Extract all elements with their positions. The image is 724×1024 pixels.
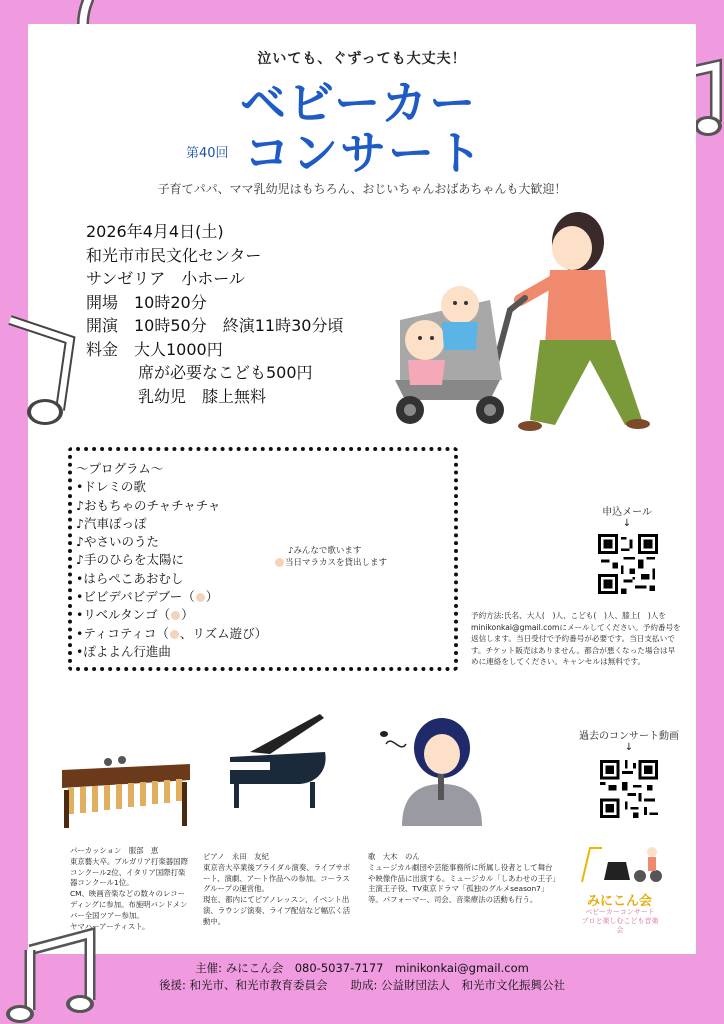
program-item: ♪やさいのうた <box>76 534 159 550</box>
edition-number: 第40回 <box>186 146 229 161</box>
maraca-note <box>274 557 387 569</box>
apply-email-label-text: 申込メール <box>602 507 652 518</box>
arrow-down-icon: ↓ <box>624 742 634 753</box>
minikonkai-logo-illustration <box>578 842 668 888</box>
program-item: ♪汽車ぽっぽ <box>76 515 147 531</box>
grand-piano-illustration <box>220 712 330 812</box>
fee-adult: 料金 大人1000円 <box>86 339 223 359</box>
performer-bio-piano: ピアノ 永田 友紀 東京音大卒業後ブライダル演奏、ライブサポート、演劇、アート作品への参加。コーラスグループの運営他。 現在、都内にてピアノレッスン、イベント出演、ラウンジ演奏、ライブ配信など幅広く活動中。 <box>203 852 351 926</box>
singer-illustration <box>378 712 488 827</box>
tagline: 泣いても、ぐずっても大丈夫！ <box>257 51 467 67</box>
program-heading: ～プログラム～ <box>76 461 164 476</box>
subtitle: 子育てパパ、ママ乳幼児はもちろん、おじいちゃんおばあちゃんも大歓迎！ <box>157 182 567 196</box>
program-item-suffix: ） <box>205 589 219 605</box>
maraca-icon <box>275 558 284 567</box>
performer-bio-percussion: パーカッション 服部 恵 東京藝大卒。ブルガリア打楽器国際コンクール2位、イタリア国際打楽器コンクール1位。 CM、映画音楽などの数々のレコーディングに参加。布施明バンドメンバー全国ツアー参加。 ヤマハーアーティスト。 <box>70 846 188 931</box>
title-line2: コンサート <box>244 126 484 180</box>
sing-along-note: ♪みんなで歌います <box>288 546 362 556</box>
program-note <box>274 545 387 569</box>
logo-subtitle-line2: プロと楽しむこども音楽会 <box>581 917 659 934</box>
program-item: ♪おもちゃのチャチャチャ <box>76 497 221 513</box>
maraca-note-text: 当日マラカスを貸出します <box>285 558 388 568</box>
reservation-instructions: 予約方法:氏名、大人( )人、こども( )人、膝上( )人をminikonkai@gmail.comにメールしてください。予約番号を返信します。当日受付で予約番号が必要です。当日支払いです。チケット販売はありません。都合が悪くなった場合は早めに連絡をしてください。キャンセルは無料です。 <box>471 611 681 666</box>
event-details <box>86 220 343 408</box>
marimba-illustration <box>58 750 194 830</box>
footer <box>0 960 724 994</box>
fee-infant: 乳幼児 膝上無料 <box>138 386 267 406</box>
program-item: •はらぺこあおむし <box>76 570 184 586</box>
logo-name: みにこん会 <box>587 894 653 909</box>
past-video-qr-code[interactable] <box>600 760 658 818</box>
sponsor-line: 後援: 和光市、和光市教育委員会 助成: 公益財団法人 和光市文化振興公社 <box>158 978 566 992</box>
maraca-icon <box>170 630 179 639</box>
organizer-line: 主催: みにこん会 080-5037-7177 minikonkai@gmail.com <box>195 961 529 975</box>
program-item-text: •リベルタンゴ（ <box>76 607 171 623</box>
apply-qr-code[interactable] <box>598 534 658 594</box>
program-item: ♪手のひらを太陽に <box>76 552 184 568</box>
maraca-icon <box>171 611 180 620</box>
program-item <box>76 606 267 624</box>
open-time: 開場 10時20分 <box>86 292 207 312</box>
venue-name: 和光市市民文化センター <box>86 245 262 265</box>
fee-child: 席が必要なこども500円 <box>138 363 313 382</box>
venue-hall: サンゼリア 小ホール <box>86 269 245 288</box>
program-item-suffix: ） <box>181 607 194 623</box>
program-item: •ドレミの歌 <box>76 479 146 495</box>
program-list <box>76 460 267 661</box>
past-concert-video-label-text: 過去のコンサート動画 <box>579 731 679 742</box>
start-time: 開演 10時50分 終演11時30分頃 <box>86 316 344 335</box>
mother-stroller-illustration <box>380 200 650 440</box>
past-concert-video-label <box>574 727 684 753</box>
program-item: •ぽよよん行進曲 <box>76 643 171 659</box>
program-item-suffix: 、リズム遊び） <box>179 625 268 641</box>
program-item <box>76 625 267 643</box>
performer-bio-vocal: 歌 大木 のん ミュージカル劇団や芸能事務所に所属し役者として舞台や映像作品に出演する。ミュージカル「しあわせの王子」主演王子役、TV東京ドラマ「孤独のグルメseason7」等。パフォーマー、司会、音楽療法の活動も行う。 <box>368 852 557 905</box>
program-item-text: •ビビデバビデブー（ <box>76 589 195 605</box>
maraca-icon <box>196 593 205 602</box>
event-date: 2026年4月4日(土) <box>86 222 224 241</box>
logo-subtitle-line1: ベビーカーコンサート <box>585 908 655 916</box>
apply-email-label <box>596 503 658 529</box>
program-item-text: •ティコティコ（ <box>76 625 169 641</box>
title-line1: ベビーカー <box>240 76 478 130</box>
program-item <box>76 588 267 606</box>
arrow-down-icon: ↓ <box>622 518 632 529</box>
logo-subtitle <box>580 908 660 935</box>
quarter-note-decoration-left <box>0 300 90 440</box>
